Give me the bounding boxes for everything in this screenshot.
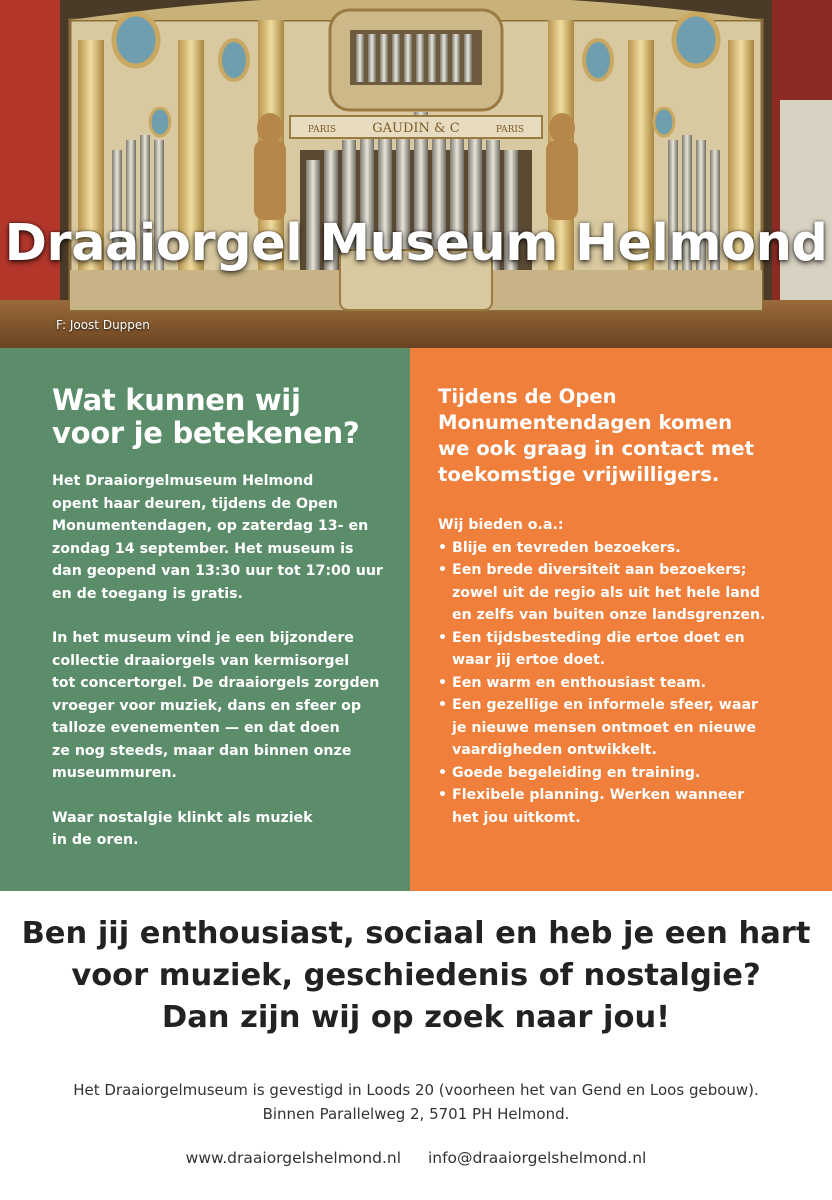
heading-line: Monumentendagen komen	[438, 411, 733, 434]
tagline-paragraph	[52, 807, 390, 852]
text-line: tot concertorgel. De draaiorgels zorgden	[52, 675, 380, 691]
text-line: vroeger voor muziek, dans en sfeer op	[52, 697, 361, 714]
bullet-icon: •	[438, 697, 448, 713]
list-item	[438, 559, 810, 627]
text-line: het jou uitkomt.	[452, 809, 581, 826]
opening-paragraph	[52, 470, 390, 605]
text-line: Blije en tevreden bezoekers.	[452, 539, 681, 556]
page-title: Draaiorgel Museum Helmond	[4, 214, 828, 273]
heading-line: we ook graag in contact met	[438, 437, 754, 460]
list-item	[438, 627, 810, 672]
address	[0, 1078, 832, 1126]
contact-info	[0, 1149, 832, 1167]
bullet-icon: •	[438, 562, 448, 578]
text-line: ze nog steeds, maar dan binnen onze	[52, 742, 352, 759]
hero-photo	[0, 0, 832, 348]
text-line: in de oren.	[52, 832, 139, 848]
footer-section	[0, 891, 832, 1200]
info-column	[0, 348, 410, 891]
info-heading-line: voor je betekenen?	[52, 416, 360, 450]
text-line: en de toegang is gratis.	[52, 585, 243, 602]
bullet-icon: •	[438, 539, 448, 556]
text-line: Een tijdsbesteding die ertoe doet en	[452, 629, 745, 646]
list-item	[438, 537, 810, 560]
bullet-icon: •	[438, 674, 448, 691]
text-line: Waar nostalgie klinkt als muziek	[52, 809, 313, 826]
cta-line: voor muziek, geschiedenis of nostalgie?	[71, 958, 761, 993]
list-item	[438, 762, 810, 785]
text-line: Het Draaiorgelmuseum Helmond	[52, 473, 314, 489]
email-link[interactable]: info@draaiorgelshelmond.nl	[427, 1149, 647, 1167]
text-line: dan geopend van 13:30 uur tot 17:00 uur	[52, 563, 383, 579]
text-line: en zelfs van buiten onze landsgrenzen.	[452, 607, 766, 623]
website-link[interactable]: www.draaiorgelshelmond.nl	[185, 1149, 401, 1167]
address-line: Binnen Parallelweg 2, 5701 PH Helmond.	[262, 1105, 570, 1123]
organ-paris-left: PARIS	[307, 125, 337, 135]
text-line: In het museum vind je een bijzondere	[52, 630, 354, 646]
text-line: collectie draaiorgels van kermisorgel	[52, 652, 350, 669]
photo-credit: F: Joost Duppen	[56, 318, 150, 332]
text-line: vaardigheden ontwikkelt.	[452, 742, 657, 758]
list-item	[438, 672, 810, 695]
organ-sign: GAUDIN & C	[372, 121, 460, 136]
text-line: Een warm en enthousiast team.	[452, 674, 707, 691]
text-line: Flexibele planning. Werken wanneer	[452, 787, 745, 803]
text-line: zondag 14 september. Het museum is	[52, 540, 354, 557]
organ-illustration	[0, 0, 832, 348]
text-line: opent haar deuren, tijdens de Open	[52, 495, 338, 512]
call-to-action	[0, 913, 832, 1039]
offer-list	[438, 537, 810, 830]
info-heading	[52, 384, 390, 450]
text-line: Goede begeleiding en training.	[452, 764, 701, 781]
volunteer-heading	[438, 384, 810, 488]
collection-paragraph	[52, 627, 390, 785]
text-line: museummuren.	[52, 765, 177, 781]
heading-line: toekomstige vrijwilligers.	[438, 463, 720, 486]
text-line: waar jij ertoe doet.	[452, 652, 606, 668]
bullet-icon: •	[438, 764, 448, 781]
cta-line: Dan zijn wij op zoek naar jou!	[161, 1000, 671, 1035]
organ-paris-right: PARIS	[495, 125, 525, 135]
text-line: zowel uit de regio als uit het hele land	[452, 584, 761, 601]
info-heading-line: Wat kunnen wij	[52, 383, 301, 417]
list-item	[438, 694, 810, 762]
bullet-icon: •	[438, 787, 448, 803]
volunteer-column	[410, 348, 832, 891]
offer-intro: Wij bieden o.a.:	[438, 517, 564, 533]
list-item	[438, 784, 810, 829]
text-line: je nieuwe mensen ontmoet en nieuwe	[452, 719, 756, 736]
text-line: Een brede diversiteit aan bezoekers;	[452, 562, 747, 578]
text-line: talloze evenementen — en dat doen	[52, 720, 340, 736]
text-line: Monumentendagen, op zaterdag 13- en	[52, 518, 369, 534]
heading-line: Tijdens de Open	[438, 385, 617, 408]
cta-line: Ben jij enthousiast, sociaal en heb je een hart	[21, 916, 811, 951]
bullet-icon: •	[438, 629, 448, 646]
address-line: Het Draaiorgelmuseum is gevestigd in Loods 20 (voorheen het van Gend en Loos gebouw).	[73, 1081, 759, 1099]
text-line: Een gezellige en informele sfeer, waar	[452, 697, 759, 713]
